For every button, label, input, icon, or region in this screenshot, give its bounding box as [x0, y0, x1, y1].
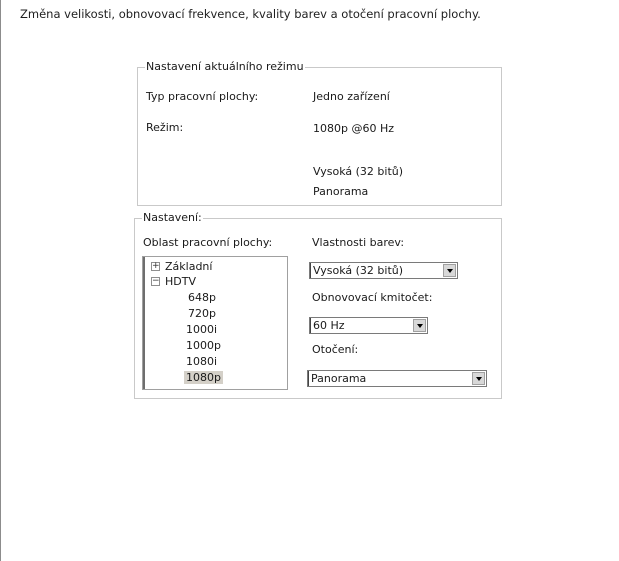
color-quality-value: Vysoká (32 bitů): [313, 165, 404, 178]
mode-value: 1080p @60 Hz: [313, 122, 395, 135]
tree-leaf-1080i[interactable]: 1080i: [186, 355, 218, 368]
desktop-type-label: Typ pracovní plochy:: [146, 90, 259, 103]
refresh-rate-value: 60 Hz: [313, 319, 345, 332]
tree-node-hdtv[interactable]: [151, 274, 196, 289]
rotation-select[interactable]: [307, 370, 487, 387]
tree-inset-border: [143, 257, 145, 389]
current-mode-legend: Nastavení aktuálního režimu: [146, 60, 304, 73]
expand-plus-icon[interactable]: +: [152, 261, 160, 271]
tree-leaf-1000p[interactable]: 1000p: [186, 339, 221, 352]
chevron-down-icon[interactable]: [413, 319, 426, 332]
mode-label: Režim:: [146, 121, 184, 134]
refresh-rate-label: Obnovovací kmitočet:: [312, 291, 433, 304]
tree-leaf-1000i[interactable]: 1000i: [186, 323, 218, 336]
window-left-border: [0, 0, 1, 561]
collapse-minus-icon[interactable]: −: [152, 276, 160, 286]
color-properties-label: Vlastnosti barev:: [312, 236, 405, 249]
tree-node-label: Základní: [165, 260, 213, 273]
chevron-down-icon[interactable]: [443, 264, 456, 277]
rotation-select-value: Panorama: [311, 372, 367, 385]
rotation-value: Panorama: [313, 185, 369, 198]
tree-node-label: HDTV: [165, 275, 196, 288]
desktop-type-value: Jedno zařízení: [313, 90, 390, 103]
tree-leaf-1080p-selected[interactable]: 1080p: [186, 371, 221, 384]
desktop-area-label: Oblast pracovní plochy:: [143, 236, 273, 249]
tree-node-zakladni[interactable]: [151, 259, 212, 274]
color-properties-select[interactable]: [309, 262, 458, 279]
desktop-area-tree[interactable]: [142, 256, 288, 390]
tree-leaf-648p[interactable]: 648p: [188, 291, 216, 304]
chevron-down-icon[interactable]: [472, 372, 485, 385]
settings-legend: Nastavení:: [143, 211, 202, 224]
tree-leaf-720p[interactable]: 720p: [188, 307, 216, 320]
rotation-label: Otočení:: [312, 343, 359, 356]
refresh-rate-select[interactable]: [309, 317, 428, 334]
color-properties-value: Vysoká (32 bitů): [313, 264, 404, 277]
page-description: Změna velikosti, obnovovací frekvence, kvality barev a otočení pracovní plochy.: [20, 7, 481, 21]
